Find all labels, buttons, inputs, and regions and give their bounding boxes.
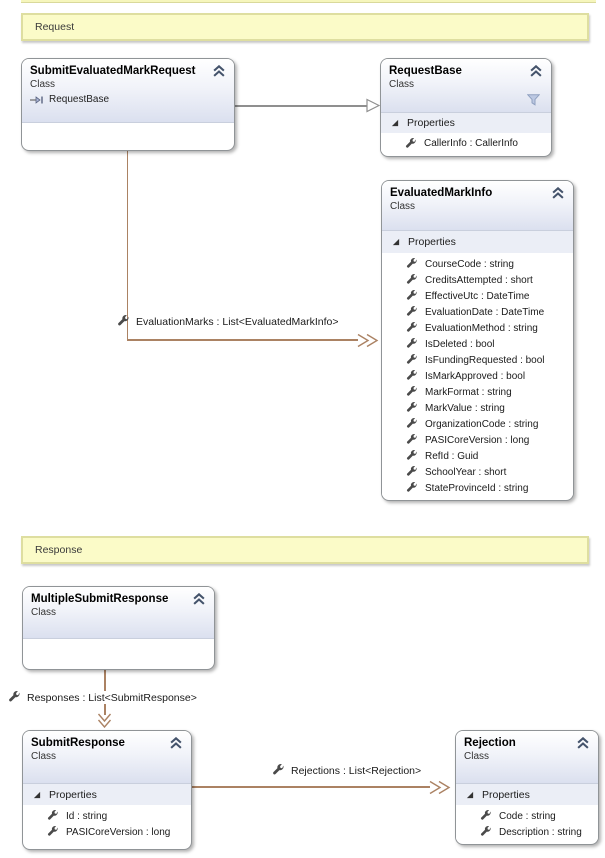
property-label: MarkFormat : string [425,386,512,398]
class-box-submit-evaluated-mark-request[interactable] [21,58,235,151]
association-evaluationmarks-line-vertical[interactable] [127,149,129,340]
property-label: IsFundingRequested : bool [425,354,545,366]
wrench-icon [47,826,59,838]
filter-icon[interactable] [527,94,540,106]
class-kind-label: Class [389,79,415,90]
class-box-rejection[interactable] [455,730,599,845]
section-label: Properties [482,788,530,801]
base-type-label: RequestBase [49,94,110,105]
wrench-icon [406,258,418,270]
section-label: Properties [407,117,455,129]
property-row[interactable] [382,464,573,480]
property-label: CreditsAttempted : short [425,274,533,286]
property-label: PASICoreVersion : long [66,826,171,838]
wrench-icon [406,306,418,318]
class-header [23,587,214,639]
property-row[interactable] [23,808,191,824]
association-label-text: EvaluationMarks : List<EvaluatedMarkInfo> [136,315,339,328]
collapse-chevron-icon[interactable] [529,65,543,78]
property-row[interactable] [382,336,573,352]
property-label: EffectiveUtc : DateTime [425,290,530,302]
wrench-icon [406,466,418,478]
property-label: StateProvinceId : string [425,482,529,494]
collapse-chevron-icon[interactable] [551,187,565,200]
section-label: Properties [49,788,97,801]
properties-section-header[interactable] [23,784,191,805]
section-label: Properties [408,236,456,248]
wrench-icon [406,450,418,462]
class-title: RequestBase [389,65,462,77]
property-row[interactable] [456,824,598,840]
inherits-icon [30,95,44,105]
property-row[interactable] [382,400,573,416]
wrench-icon [480,810,492,822]
property-row[interactable] [382,320,573,336]
property-row[interactable] [382,368,573,384]
property-row[interactable] [382,432,573,448]
wrench-icon [8,691,21,704]
association-evaluationmarks-line-horizontal[interactable] [127,339,358,341]
class-box-request-base[interactable] [380,58,552,157]
property-row[interactable] [382,480,573,496]
property-label: EvaluationMethod : string [425,322,538,334]
class-title: SubmitResponse [31,737,125,749]
property-row[interactable] [382,288,573,304]
wrench-icon [406,434,418,446]
wrench-icon [117,315,130,328]
property-row[interactable] [382,352,573,368]
wrench-icon [406,402,418,414]
wrench-icon [272,764,285,777]
wrench-icon [406,370,418,382]
collapse-chevron-icon[interactable] [212,65,226,78]
request-banner-label: Request [35,21,75,33]
property-row[interactable] [381,135,551,152]
class-title: EvaluatedMarkInfo [390,187,493,199]
wrench-icon [47,810,59,822]
class-header [456,731,598,784]
request-banner[interactable] [21,13,589,41]
association-label-text: Rejections : List<Rejection> [291,764,422,777]
wrench-icon [406,322,418,334]
class-box-multiple-submit-response[interactable] [22,586,215,670]
response-banner[interactable] [21,536,589,564]
class-box-submit-response[interactable] [22,730,192,850]
property-label: CourseCode : string [425,258,514,270]
wrench-icon [406,338,418,350]
property-row[interactable] [382,256,573,272]
property-label: PASICoreVersion : long [425,434,530,446]
class-kind-label: Class [390,201,416,212]
wrench-icon [406,482,418,494]
property-row[interactable] [23,824,191,840]
wrench-icon [405,138,417,150]
property-label: Description : string [499,826,582,838]
wrench-icon [406,274,418,286]
property-row[interactable] [382,272,573,288]
association-rejections-line[interactable] [190,786,430,788]
property-label: Id : string [66,810,108,822]
property-label: EvaluationDate : DateTime [425,306,545,318]
wrench-icon [406,290,418,302]
wrench-icon [406,386,418,398]
expander-icon [33,791,41,799]
wrench-icon [480,826,492,838]
properties-section-header[interactable] [382,231,573,253]
property-label: CallerInfo : CallerInfo [424,138,518,149]
property-label: RefId : Guid [425,450,479,462]
wrench-icon [406,418,418,430]
expander-icon [391,119,399,127]
property-label: Code : string [499,810,556,822]
association-arrowhead-right-icon [356,333,380,348]
properties-section-header[interactable] [456,784,598,805]
class-header [382,181,573,231]
base-type-row [30,94,226,105]
expander-icon [392,238,400,246]
property-label: OrganizationCode : string [425,418,539,430]
cutoff-banner-edge [21,0,596,3]
class-kind-label: Class [464,751,490,762]
association-evaluationmarks-label[interactable] [117,315,339,328]
inheritance-triangle-icon [366,98,380,113]
property-row[interactable] [382,304,573,320]
class-title: MultipleSubmitResponse [31,593,169,605]
property-label: IsMarkApproved : bool [425,370,526,382]
property-label: IsDeleted : bool [425,338,495,350]
collapse-chevron-icon[interactable] [169,737,183,750]
properties-section-header[interactable] [381,113,551,133]
class-kind-label: Class [31,607,57,618]
property-row[interactable] [382,384,573,400]
class-kind-label: Class [30,79,56,90]
property-row[interactable] [382,416,573,432]
collapse-chevron-icon[interactable] [576,737,590,750]
property-label: SchoolYear : short [425,466,507,478]
association-label-text: Responses : List<SubmitResponse> [27,691,197,704]
inheritance-edge[interactable] [233,105,368,107]
association-rejections-label[interactable] [272,764,421,777]
collapse-chevron-icon[interactable] [192,593,206,606]
class-header [23,731,191,784]
class-title: Rejection [464,737,516,749]
association-arrowhead-right-icon [428,780,452,795]
association-responses-label[interactable] [6,691,199,704]
property-row[interactable] [382,448,573,464]
property-row[interactable] [456,808,598,824]
class-header [22,59,234,123]
property-label: MarkValue : string [425,402,505,414]
class-header [381,59,551,113]
association-arrowhead-down-icon [97,712,112,728]
wrench-icon [406,354,418,366]
expander-icon [466,791,474,799]
class-title: SubmitEvaluatedMarkRequest [30,65,196,77]
class-box-evaluated-mark-info[interactable] [381,180,574,501]
class-kind-label: Class [31,751,57,762]
response-banner-label: Response [35,544,83,556]
